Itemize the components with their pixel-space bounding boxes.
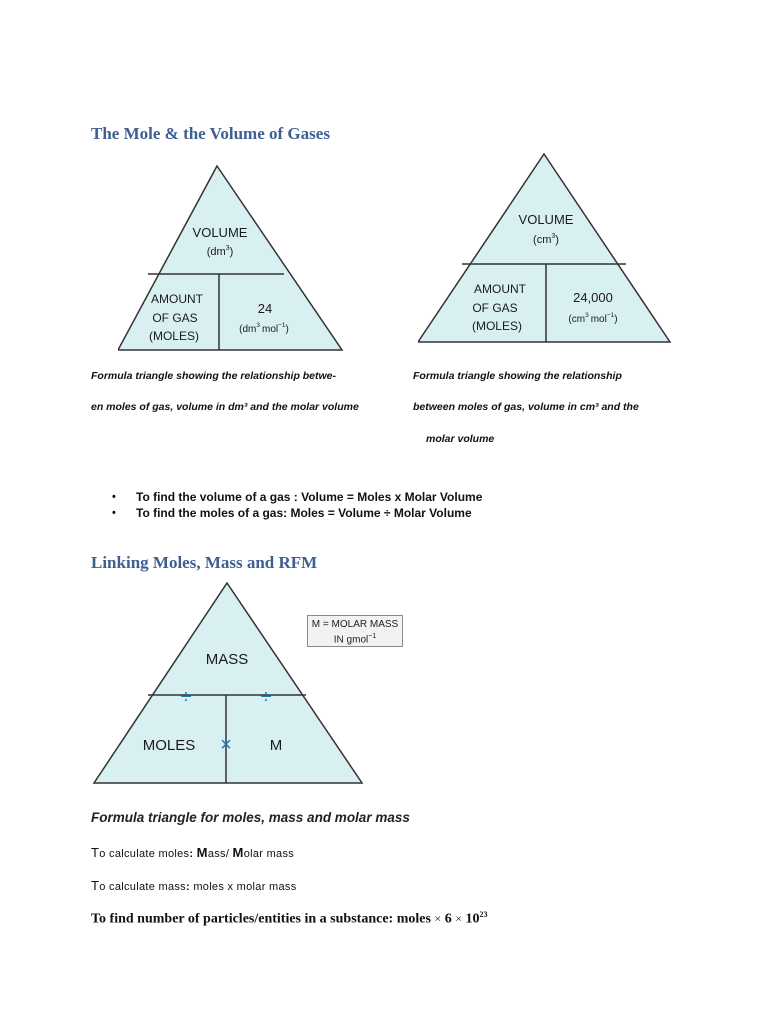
formula-triangle-mass bbox=[92, 580, 364, 788]
triangle-left-line3: (MOLES) bbox=[148, 329, 200, 343]
formula-triangle-cm3 bbox=[418, 150, 674, 348]
triangle-left-label: MOLES bbox=[142, 737, 196, 754]
triangle-outline bbox=[418, 154, 670, 342]
molar-mass-key-line1: M = MOLAR MASS bbox=[311, 619, 399, 630]
triangle-right-label: M bbox=[269, 737, 283, 754]
triangle-left-line2: OF GAS bbox=[152, 311, 198, 325]
divide-symbol-left: ÷ bbox=[180, 686, 192, 708]
triangle-top-unit: $(cm^3)$ bbox=[533, 233, 559, 246]
section-heading-moles-mass: Linking Moles, Mass and RFM bbox=[91, 553, 318, 572]
section-heading-gas-volume: The Mole & the Volume of Gases bbox=[91, 124, 330, 143]
triangle1-caption-line2: en moles of gas, volume in dm³ and the molar volume bbox=[91, 401, 359, 413]
triangle-top-label: VOLUME bbox=[518, 212, 574, 227]
molar-volume-value: 24,000 bbox=[573, 290, 613, 305]
triangle2-caption-line2: between moles of gas, volume in cm³ and the bbox=[413, 401, 639, 413]
bullet-text: To find the volume of a gas : Volume = Moles x Molar Volume bbox=[136, 490, 483, 504]
triangle-left-line2: OF GAS bbox=[472, 301, 518, 315]
calc-mass-line: To calculate mass: moles x molar mass bbox=[91, 878, 297, 893]
bullet-icon: • bbox=[112, 491, 116, 503]
triangle-left-line1: AMOUNT bbox=[151, 292, 203, 306]
triangle-top-label: MASS bbox=[205, 651, 249, 668]
triangle1-caption-line1: Formula triangle showing the relationship betwe- bbox=[91, 370, 337, 382]
bullet-icon: • bbox=[112, 507, 116, 519]
molar-volume-value: 24 bbox=[257, 301, 273, 316]
molar-mass-key-box bbox=[307, 615, 403, 647]
divide-symbol-right: ÷ bbox=[260, 686, 272, 708]
triangle2-caption-line3: molar volume bbox=[426, 433, 495, 445]
triangle-top-unit: $(dm^3)$ bbox=[206, 245, 234, 258]
triangle-left-line1: AMOUNT bbox=[474, 282, 526, 296]
formula-bullet-list bbox=[112, 489, 482, 521]
particles-formula-line: To find number of particles/entities in a substance: moles × $6 \times 10^{23}$ bbox=[91, 910, 488, 927]
multiply-symbol: × bbox=[220, 734, 232, 756]
molar-mass-key-line2: IN gmol$^{-1}$ bbox=[333, 633, 377, 646]
list-item bbox=[112, 489, 482, 505]
molar-volume-unit: ($cm^3$ mol$^{-1}$) bbox=[568, 312, 618, 325]
triangle2-caption-line1: Formula triangle showing the relationship bbox=[413, 370, 622, 382]
bullet-text: To find the moles of a gas: Moles = Volume ÷ Molar Volume bbox=[136, 506, 472, 520]
calc-moles-line: To calculate moles: Mass/ Molar mass bbox=[91, 845, 295, 860]
triangle-top-label: VOLUME bbox=[192, 225, 248, 240]
formula-triangle-dm3 bbox=[118, 162, 348, 356]
triangle3-caption: Formula triangle for moles, mass and molar mass bbox=[91, 810, 410, 825]
list-item bbox=[112, 505, 482, 521]
triangle-left-line3: (MOLES) bbox=[471, 319, 523, 333]
molar-volume-unit: ($dm^3$ mol$^{-1}$) bbox=[239, 322, 289, 335]
